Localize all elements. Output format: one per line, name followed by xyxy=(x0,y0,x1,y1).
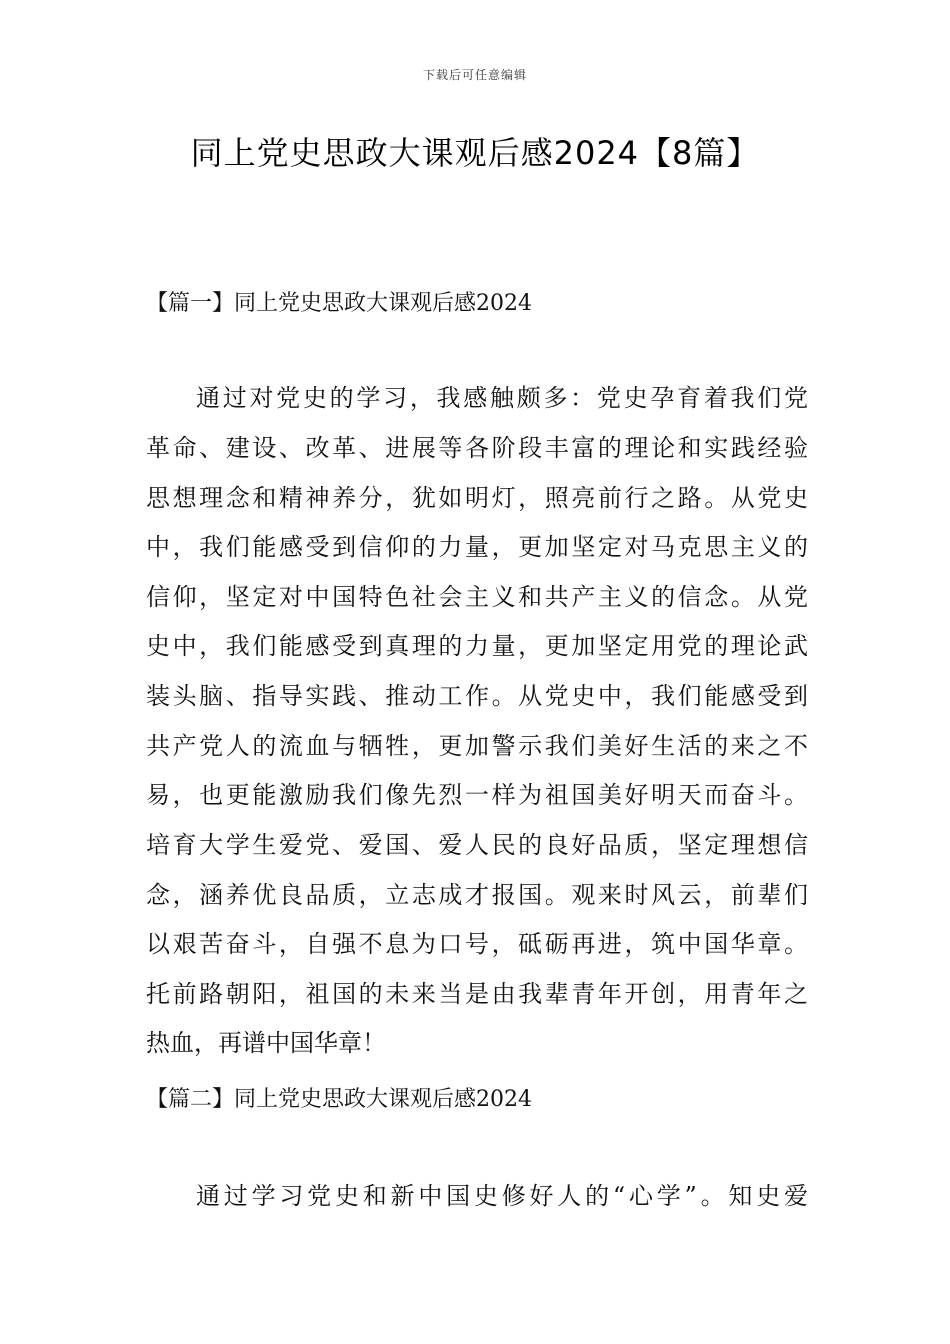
paragraph-line: 以艰苦奋斗，自强不息为口号，砥砺再进，筑中国华章。 xyxy=(146,930,808,958)
paragraph-line: 通过对党史的学习，我感触颇多：党史孕育着我们党 xyxy=(196,384,808,412)
paragraph-line: 热血，再谱中国华章！ xyxy=(146,1029,386,1057)
paragraph-line: 易，也更能激励我们像先烈一样为祖国美好明天而奋斗。 xyxy=(146,781,808,809)
paragraph-line: 革命、建设、改革、进展等各阶段丰富的理论和实践经验 xyxy=(146,434,808,462)
header-note: 下载后可任意编辑 xyxy=(422,68,527,82)
paragraph-line: 装头脑、指导实践、推动工作。从党史中，我们能感受到 xyxy=(146,682,808,710)
section-heading-2: 【篇二】同上党史思政大课观后感2024 xyxy=(146,1087,532,1112)
paragraph-line: 共产党人的流血与牺牲，更加警示我们美好生活的来之不 xyxy=(146,732,808,760)
paragraph-line: 史中，我们能感受到真理的力量，更加坚定用党的理论武 xyxy=(146,632,808,660)
paragraph-line: 思想理念和精神养分，犹如明灯，照亮前行之路。从党史 xyxy=(146,484,808,512)
paragraph-line: 通过学习党史和新中国史修好人的“心学”。知史爱 xyxy=(196,1182,808,1210)
section-heading-1: 【篇一】同上党史思政大课观后感2024 xyxy=(146,291,532,316)
paragraph-line: 信仰，坚定对中国特色社会主义和共产主义的信念。从党 xyxy=(146,583,808,611)
paragraph-line: 念，涵养优良品质，立志成才报国。观来时风云，前辈们 xyxy=(146,881,808,909)
paragraph-line: 中，我们能感受到信仰的力量，更加坚定对马克思主义的 xyxy=(146,533,808,561)
paragraph-line: 培育大学生爱党、爱国、爱人民的良好品质，坚定理想信 xyxy=(146,831,808,859)
paragraph-line: 托前路朝阳，祖国的未来当是由我辈青年开创，用青年之 xyxy=(146,980,808,1008)
document-title: 同上党史思政大课观后感2024【8篇】 xyxy=(190,134,760,172)
